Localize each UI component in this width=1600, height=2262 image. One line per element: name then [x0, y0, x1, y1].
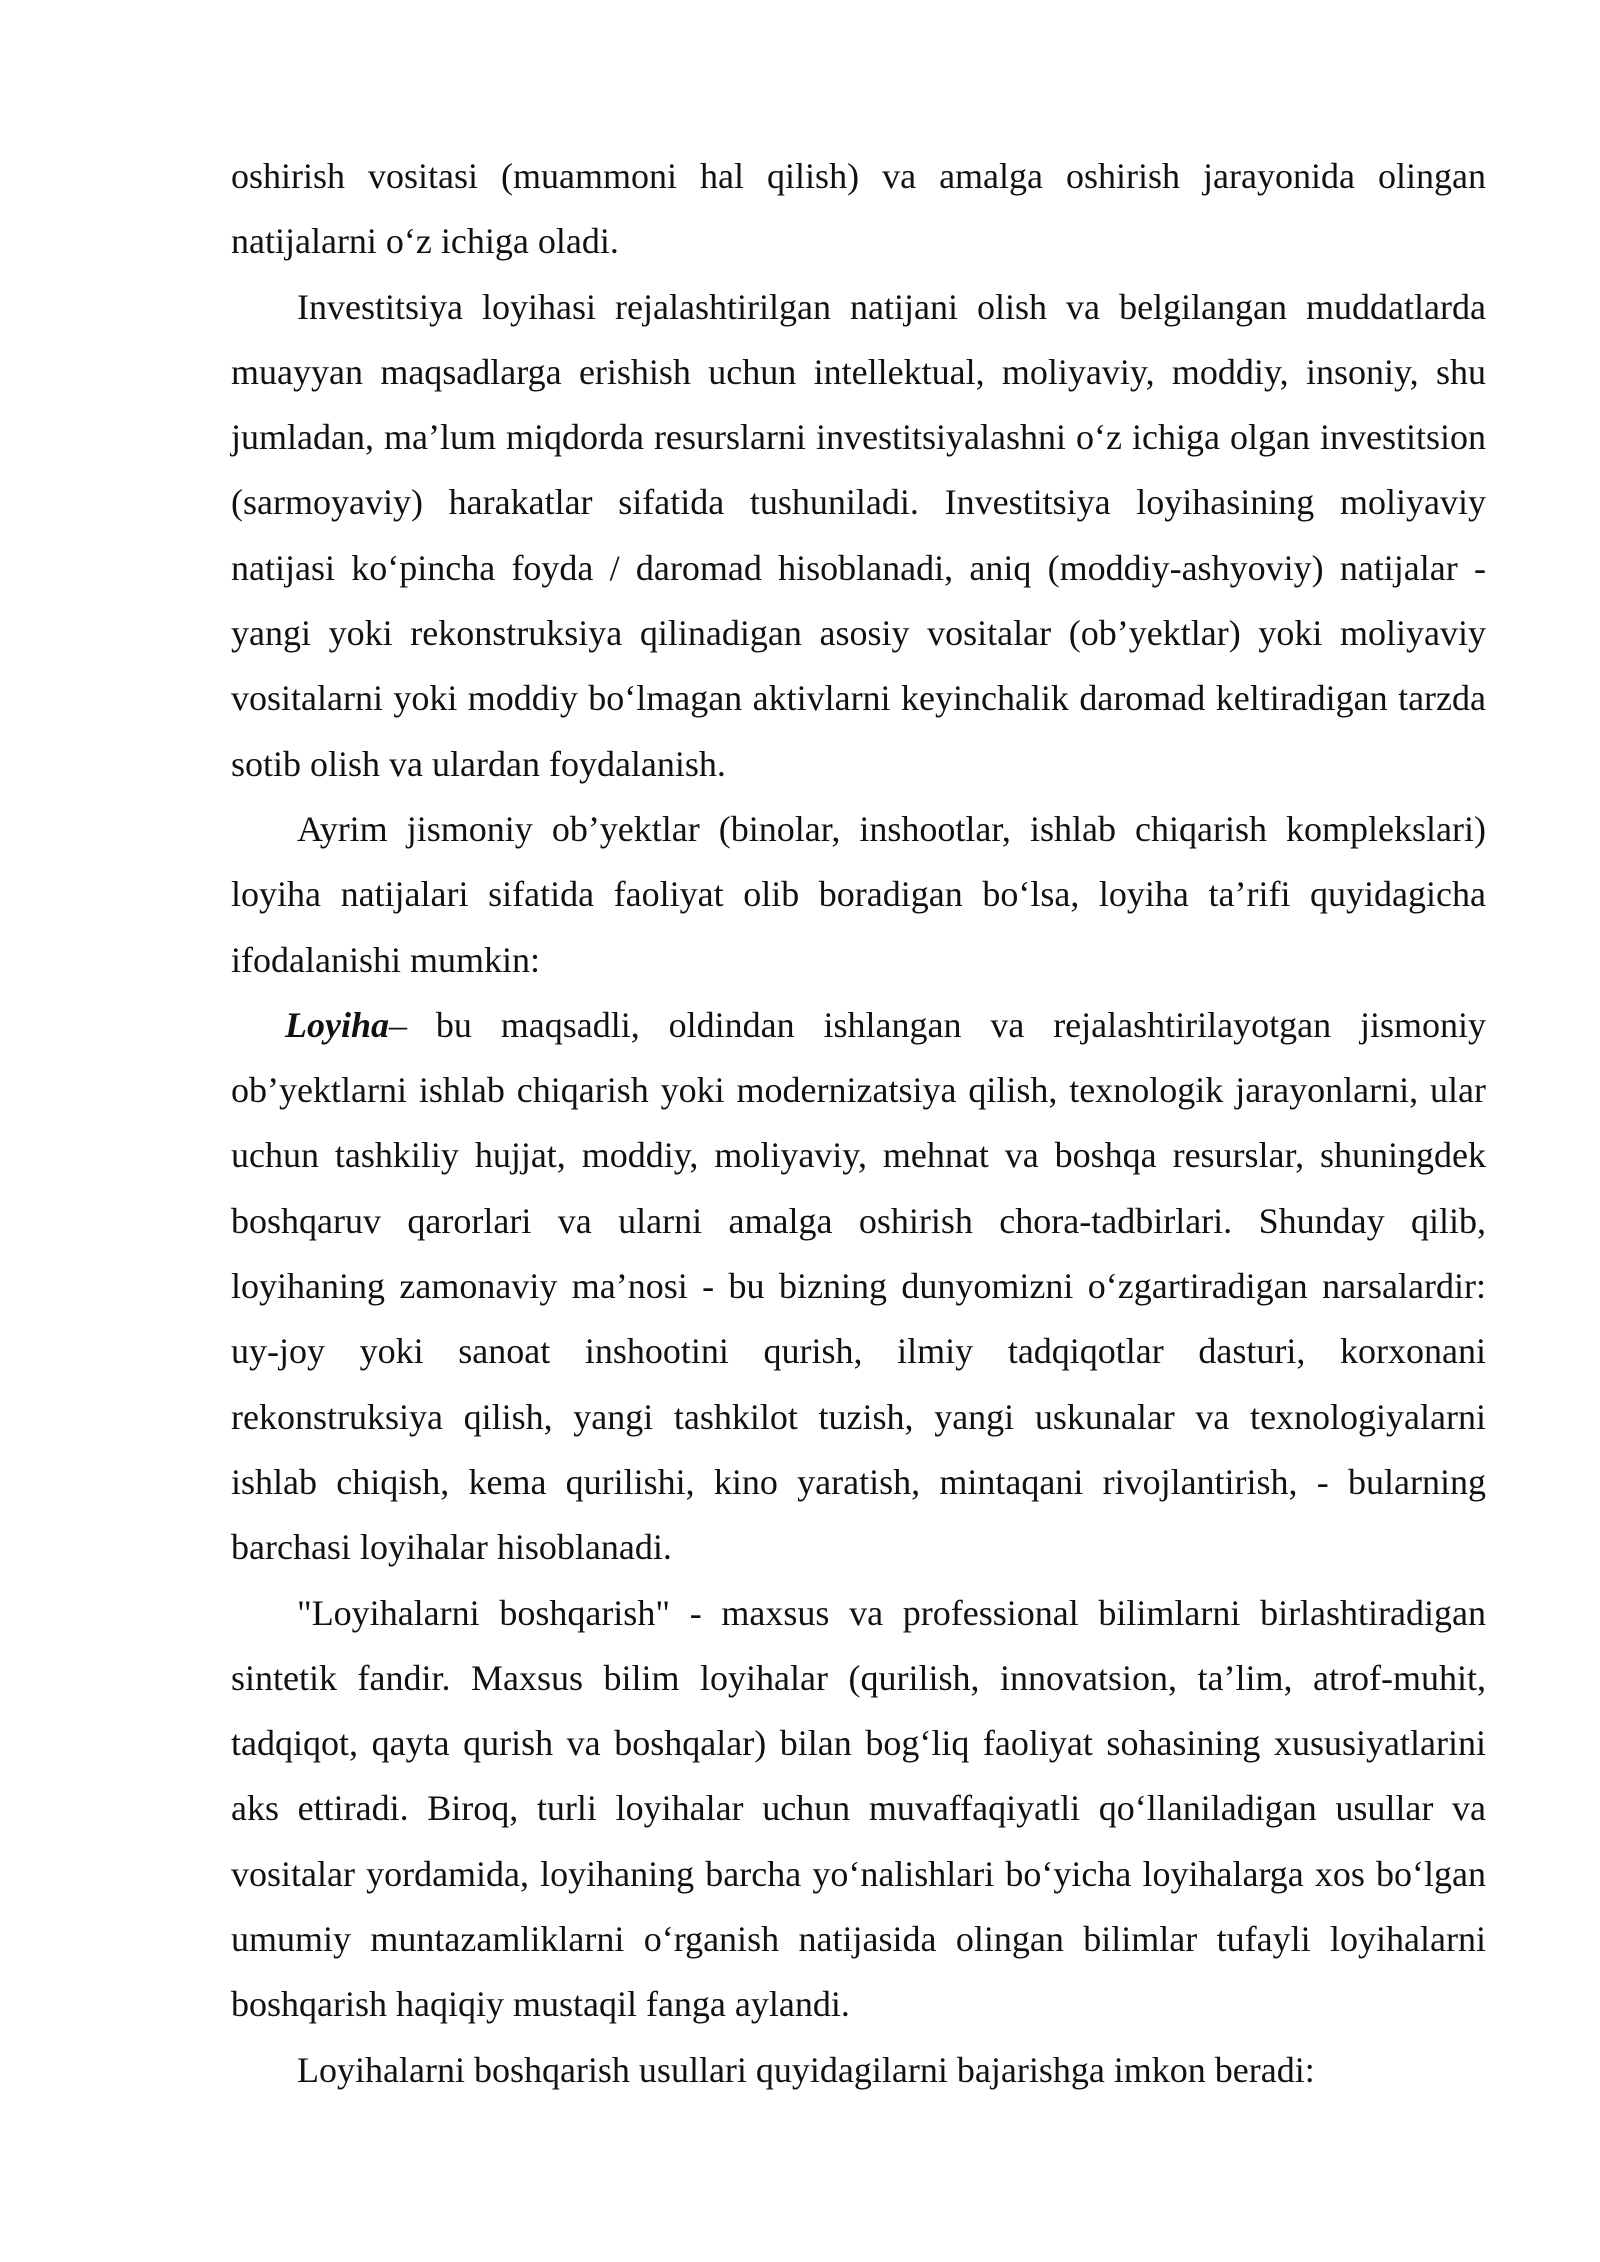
document-page: [231, 144, 1486, 2103]
paragraph-1: oshirish vositasi (muammoni hal qilish) va amalga oshirish jarayonida olingan natijalarni o‘z ichiga oladi.: [231, 156, 1486, 262]
paragraph-5: "Loyihalarni boshqarish" - maxsus va professional bilimlarni birlashtiradigan sintetik fandir. Maxsus bilim loyihalar (qurilish, innovatsion, ta’lim, atrof-muhit, tadqiqot, qayta qurish va boshqalar) bilan bog‘liq faoliyat sohasining xususiyatlarini aks ettiradi. Biroq, turli loyihalar uchun muvaffaqiyatli qo‘llaniladigan usullar va vositalar yordamida, loyihaning barcha yo‘nalishlari bo‘yicha loyihalarga xos bo‘lgan umumiy muntazamliklarni o‘rganish natijasida olingan bilimlar tufayli loyihalarni boshqarish haqiqiy mustaqil fanga aylandi.: [231, 1592, 1486, 2025]
paragraph-3: Ayrim jismoniy ob’yektlar (binolar, inshootlar, ishlab chiqarish komplekslari) loyiha natijalari sifatida faoliyat olib boradigan bo‘lsa, loyiha ta’rifi quyidagicha ifodalanishi mumkin:: [231, 808, 1486, 980]
paragraph-definition: [231, 993, 1486, 1581]
definition-text: – bu maqsadli, oldindan ishlangan va rejalashtirilayotgan jismoniy ob’yektlarni ishlab chiqarish yoki modernizatsiya qilish, texnologik jarayonlarni, ular uchun tashkiliy hujjat, moddiy, moliyaviy, mehnat va boshqa resurslar, shuningdek boshqaruv qarorlari va ularni amalga oshirish chora-tadbirlari. Shunday qilib, loyihaning zamonaviy ma’nosi - bu bizning dunyomizni o‘zgartiradigan narsalardir: uy-joy yoki sanoat inshootini qurish, ilmiy tadqiqotlar dasturi, korxonani rekonstruksiya qilish, yangi tashkilot tuzish, yangi uskunalar va texnologiyalarni ishlab chiqish, kema qurilishi, kino yaratish, mintaqani rivojlantirish, - bularning barchasi loyihalar hisoblanadi.: [231, 1004, 1486, 1568]
paragraph-6: Loyihalarni boshqarish usullari quyidagilarni bajarishga imkon beradi:: [297, 2049, 1315, 2090]
paragraph-2: Investitsiya loyihasi rejalashtirilgan natijani olish va belgilangan muddatlarda muayyan maqsadlarga erishish uchun intellektual, moliyaviy, moddiy, insoniy, shu jumladan, ma’lum miqdorda resurslarni investitsiyalashni o‘z ichiga olgan investitsion (sarmoyaviy) harakatlar sifatida tushuniladi. Investitsiya loyihasining moliyaviy natijasi ko‘pincha foyda / daromad hisoblanadi, aniq (moddiy-ashyoviy) natijalar - yangi yoki rekonstruksiya qilinadigan asosiy vositalar (ob’yektlar) yoki moliyaviy vositalarni yoki moddiy bo‘lmagan aktivlarni keyinchalik daromad keltiradigan tarzda sotib olish va ulardan foydalanish.: [231, 286, 1486, 784]
defined-term: Loyiha: [285, 1004, 389, 1045]
